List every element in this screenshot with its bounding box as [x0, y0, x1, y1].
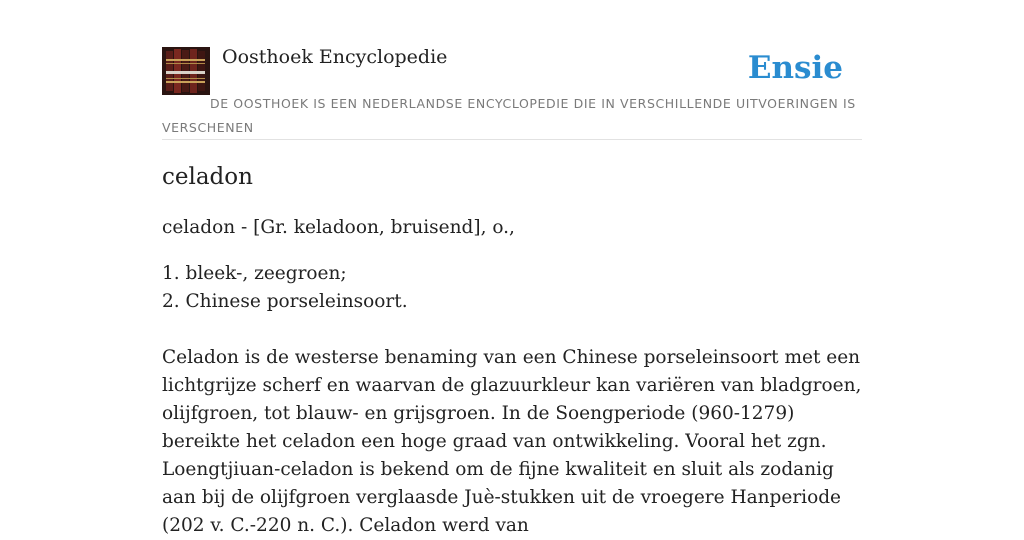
book-spines-icon [162, 47, 210, 95]
entry-title: celadon [162, 164, 253, 190]
headword-line: celadon - [Gr. keladoon, bruisend], o., [162, 217, 515, 238]
definition-item: 2. Chinese porseleinsoort. [162, 291, 408, 312]
site-name[interactable]: Oosthoek Encyclopedie [222, 46, 448, 68]
encyclopedia-avatar[interactable] [162, 47, 210, 95]
brand-logo[interactable]: Ensie [747, 50, 843, 86]
site-tagline: DE OOSTHOEK IS EEN NEDERLANDSE ENCYCLOPEDIE DIE IN VERSCHILLENDE UITVOERINGEN IS VERSCHENEN [162, 96, 856, 135]
entry-content [162, 214, 872, 540]
definition-item: 1. bleek-, zeegroen; [162, 263, 347, 284]
header-divider [162, 139, 862, 140]
entry-body: Celadon is de westerse benaming van een Chinese porseleinsoort met een lichtgrijze scherf en waarvan de glazuurkleur kan variëren van bladgroen, olijfgroen, tot blauw- en grijsgroen. In de Soengperiode (960-1279) bereikte het celadon een hoge graad van ontwikkeling. Vooral het zgn. Loengtjiuan-celadon is bekend om de fijne kwaliteit en sluit als zodanig aan bij de olijfgroen verglaasde Juè-stukken uit de vroegere Hanperiode (202 v. C.-220 n. C.). Celadon werd van [162, 347, 862, 536]
